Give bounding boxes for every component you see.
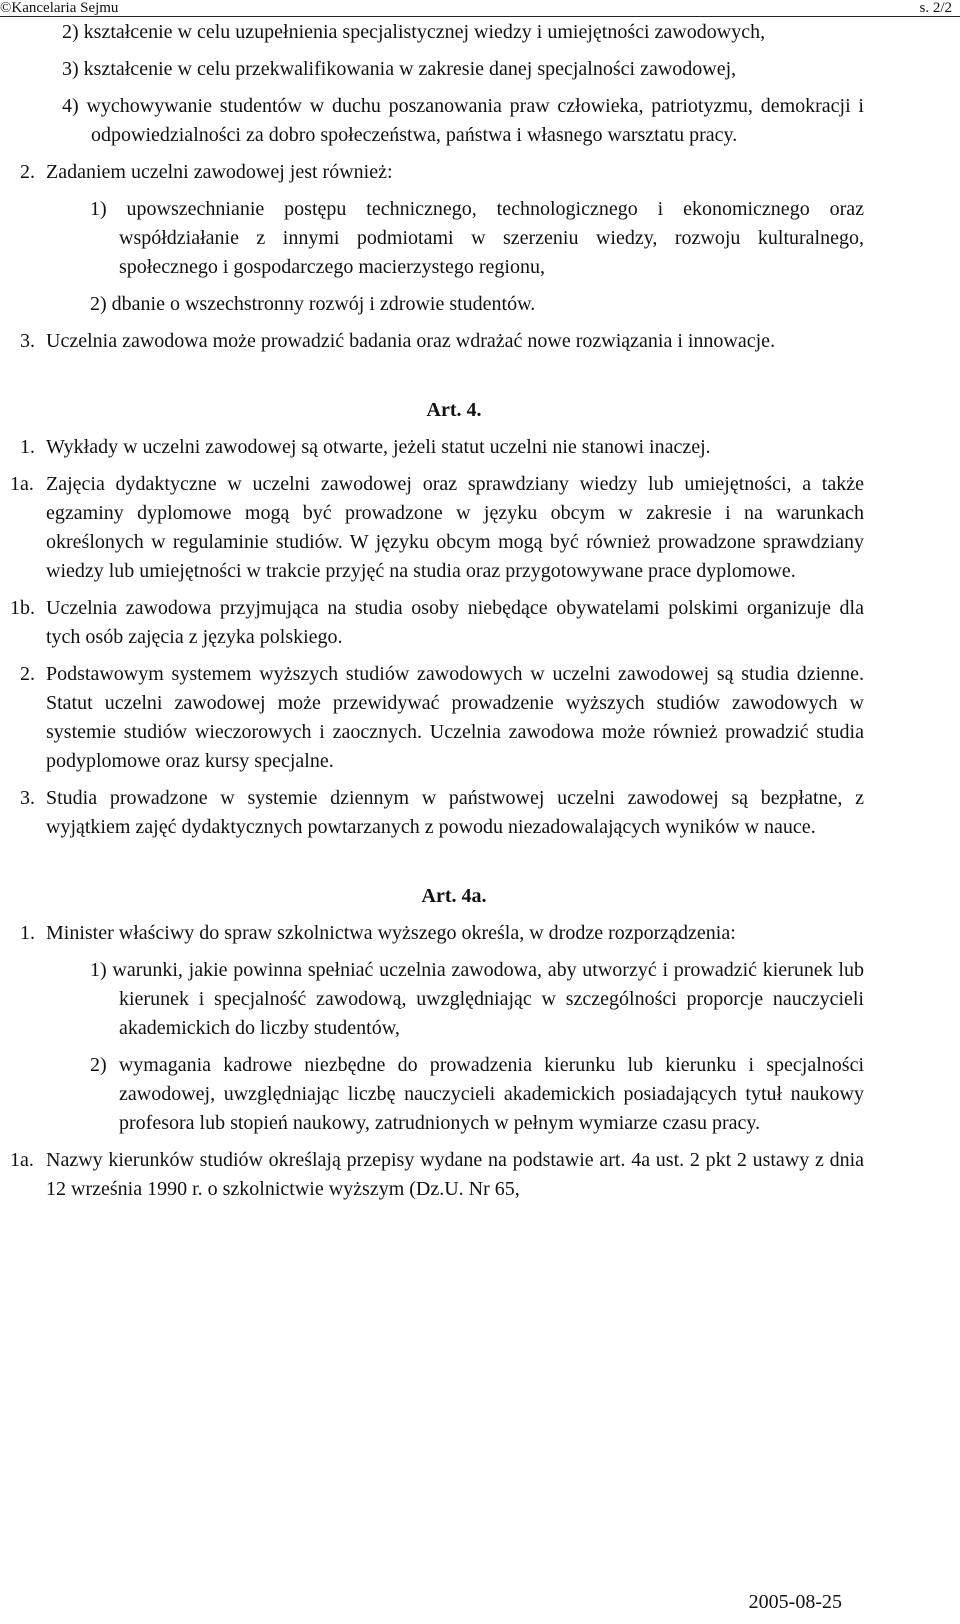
paragraph-number: 1. bbox=[20, 922, 35, 944]
paragraph-number: 1a. bbox=[10, 473, 34, 495]
list-item: 3) kształcenie w celu przekwalifikowania w zakresie danej specjalności zawodowej, bbox=[62, 58, 737, 80]
page-number: s. 2/2 bbox=[919, 0, 952, 16]
paragraph-text: Uczelnia zawodowa przyjmująca na studia osoby niebędące obywatelami polskimi organizuje dla tych osób zajęcia z języka polskiego. bbox=[46, 597, 864, 648]
paragraph-2 bbox=[20, 660, 864, 776]
paragraph-number: 2. bbox=[20, 663, 35, 685]
paragraph-text: Wykłady w uczelni zawodowej są otwarte, jeżeli statut uczelni nie stanowi inaczej. bbox=[46, 436, 711, 458]
paragraph-text: Nazwy kierunków studiów określają przepisy wydane na podstawie art. 4a ust. 2 pkt 2 ustawy z dnia 12 września 1990 r. o szkolnictwie wyższym (Dz.U. Nr 65, bbox=[46, 1149, 864, 1200]
list-item: 1) warunki, jakie powinna spełniać uczelnia zawodowa, aby utworzyć i prowadzić kierunek lub kierunek i specjalność zawodową, uwzględniając w szczególności proporcje nauczycieli akademickich do liczby studentów, bbox=[90, 959, 864, 1039]
paragraph-3 bbox=[20, 784, 864, 842]
paragraph-text: Minister właściwy do spraw szkolnictwa wyższego określa, w drodze rozporządzenia: bbox=[46, 922, 736, 944]
page-header bbox=[0, 0, 960, 16]
paragraph-number: 3. bbox=[20, 787, 35, 809]
header-rule bbox=[0, 16, 960, 17]
copyright-label: ©Kancelaria Sejmu bbox=[0, 0, 119, 16]
article-title: Art. 4a. bbox=[421, 885, 487, 907]
paragraph-1b bbox=[10, 594, 864, 652]
paragraph-number: 1a. bbox=[10, 1149, 34, 1171]
document-date: 2005-08-25 bbox=[748, 1591, 842, 1613]
paragraph-1 bbox=[20, 433, 864, 462]
list-item: 2) wymagania kadrowe niezbędne do prowadzenia kierunku lub kierunku i specjalności zawodowej, uwzględniając liczbę nauczycieli akademickich posiadających tytuł naukowy profesora lub stopień naukowy, zatrudnionych w pełnym wymiarze czasu pracy. bbox=[90, 1054, 864, 1134]
paragraph-number: 1b. bbox=[10, 597, 35, 619]
list-item: 2) dbanie o wszechstronny rozwój i zdrowie studentów. bbox=[90, 293, 536, 315]
paragraph-number: 1. bbox=[20, 436, 35, 458]
paragraph-2 bbox=[20, 158, 864, 187]
document-body bbox=[0, 18, 960, 1204]
paragraph-1 bbox=[20, 919, 864, 948]
list-item: 2) kształcenie w celu uzupełnienia specjalistycznej wiedzy i umiejętności zawodowych, bbox=[62, 21, 766, 43]
paragraph-1a bbox=[10, 1146, 864, 1204]
list-item: 4) wychowywanie studentów w duchu poszanowania praw człowieka, patriotyzmu, demokracji i odpowiedzialności za dobro społeczeństwa, państwa i własnego warsztatu pracy. bbox=[62, 95, 864, 146]
paragraph-text: Studia prowadzone w systemie dziennym w państwowej uczelni zawodowej są bezpłatne, z wyjątkiem zajęć dydaktycznych powtarzanych z powodu niezadowalających wyników w nauce. bbox=[46, 787, 864, 838]
paragraph-text: Uczelnia zawodowa może prowadzić badania oraz wdrażać nowe rozwiązania i innowacje. bbox=[46, 330, 776, 352]
paragraph-text: Podstawowym systemem wyższych studiów zawodowych w uczelni zawodowej są studia dzienne. Statut uczelni zawodowej może przewidywać prowadzenie wyższych studiów zawodowych w systemie studiów wieczorowych i zaocznych. Uczelnia zawodowa może również prowadzić studia podyplomowe oraz kursy specjalne. bbox=[46, 663, 864, 772]
paragraph-number: 3. bbox=[20, 330, 35, 352]
paragraph-3 bbox=[20, 327, 864, 356]
paragraph-number: 2. bbox=[20, 161, 35, 183]
list-item: 1) upowszechnianie postępu technicznego, technologicznego i ekonomicznego oraz współdziałanie z innymi podmiotami w szerzeniu wiedzy, rozwoju kulturalnego, społecznego i gospodarczego macierzystego regionu, bbox=[90, 198, 864, 278]
paragraph-text: Zajęcia dydaktyczne w uczelni zawodowej oraz sprawdziany wiedzy lub umiejętności, a także egzaminy dyplomowe mogą być prowadzone w języku obcym w zakresie i na warunkach określonych w regulaminie studiów. W języku obcym mogą być również prowadzone sprawdziany wiedzy lub umiejętności w trakcie przyjęć na studia oraz przygotowywane prace dyplomowe. bbox=[46, 473, 864, 582]
article-title: Art. 4. bbox=[426, 399, 482, 421]
paragraph-1a bbox=[10, 470, 864, 586]
paragraph-text: Zadaniem uczelni zawodowej jest również: bbox=[46, 161, 393, 183]
